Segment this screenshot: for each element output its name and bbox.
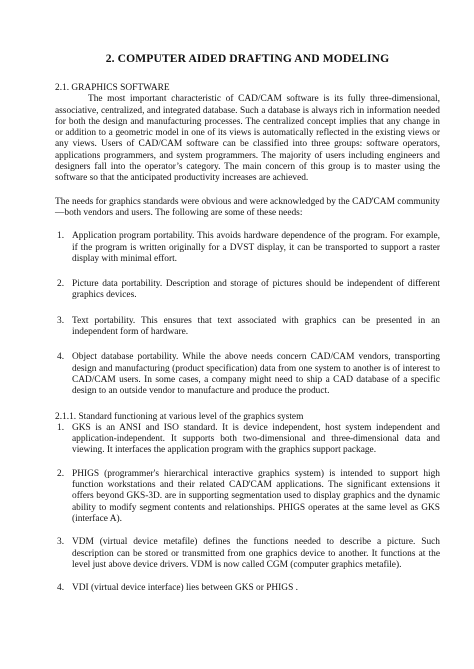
list-item-number: 2.	[57, 279, 65, 290]
list-item-number: 1.	[57, 231, 65, 242]
list-item-number: 4.	[57, 352, 65, 363]
list-item	[55, 537, 440, 571]
list-item-text: Application program portability. This avoids hardware dependence of the program. For example, if the program is written originally for a DVST display, it can be transported to support a raster display with minimal effort.	[72, 231, 440, 264]
list-item-text: GKS is an ANSI and ISO standard. It is device independent, host system independent and application-independent. It supports both two-dimensional and three-dimensional data and viewing. It interfaces the application program with the graphics support package.	[72, 422, 440, 456]
list-item-text: Object database portability. While the above needs concern CAD/CAM vendors, transporting design and manufacturing (product specification) data from one system to another is of interest to CAD/CAM users. In some cases, a company might need to ship a CAD database of a specific design to an outside vendor to manufacture and produce the product.	[72, 352, 440, 397]
list-item	[55, 469, 440, 525]
subsection-heading: 2.1.1. Standard functioning at various level of the graphics system	[55, 411, 304, 422]
standards-list	[55, 423, 440, 595]
list-item-number: 2.	[57, 468, 65, 479]
list-item-text: PHIGS (programmer's hierarchical interactive graphics system) is intended to support high function workstations and their related CAD'CAM applications. The significant extensions it offers beyond GKS-3D. are in supporting segmentation used to display graphics and the dynamic ability to modify segment contents and relationships. PHIGS operates at the same level as GKS (interface A).	[72, 468, 440, 524]
list-item-text: Picture data portability. Description and storage of pictures should be independent of different graphics devices.	[72, 279, 440, 301]
list-item-number: 1.	[57, 422, 65, 433]
page-title: 2. COMPUTER AIDED DRAFTING AND MODELING	[105, 52, 390, 65]
list-item-number: 3.	[57, 315, 65, 326]
list-item	[55, 583, 440, 594]
needs-intro-paragraph: The needs for graphics standards were obvious and were acknowledged by the CAD'CAM community—both vendors and users. The following are some of these needs:	[55, 196, 440, 218]
list-item-text: Text portability. This ensures that text associated with graphics can be presented in an independent form of hardware.	[72, 315, 440, 338]
section-heading: 2.1. GRAPHICS SOFTWARE	[55, 83, 170, 93]
list-item-number: 3.	[57, 537, 65, 548]
list-item-number: 4.	[57, 583, 65, 594]
list-item-text: VDM (virtual device metafile) defines the functions needed to describe a picture. Such description can be stored or transmitted from one graphics device to another. It functions at the level just above device drivers. VDM is now called CGM (computer graphics metafile).	[72, 537, 440, 570]
list-item	[55, 279, 440, 302]
intro-paragraph: The most important characteristic of CAD/CAM software is its fully three-dimensional, associative, centralized, and integrated database. Such a database is always rich in information needed for both the design and manufacturing processes. The centralized concept implies that any change in or addition to a geometric model in one of its views is automatically reflected in the existing views or any views. Users of CAD/CAM software can be classified into three groups: software operators, applications programmers, and system programmers. The majority of users including engineers and designers fall into the operator’s category. The main concern of this group is to master using the software so that the anticipated productivity increases are achieved.	[55, 94, 440, 184]
needs-list	[55, 231, 440, 397]
list-item	[55, 231, 440, 265]
list-item	[55, 423, 440, 457]
list-item	[55, 352, 440, 397]
list-item-text: VDI (virtual device interface) lies between GKS or PHIGS .	[72, 583, 298, 594]
list-item	[55, 316, 440, 339]
